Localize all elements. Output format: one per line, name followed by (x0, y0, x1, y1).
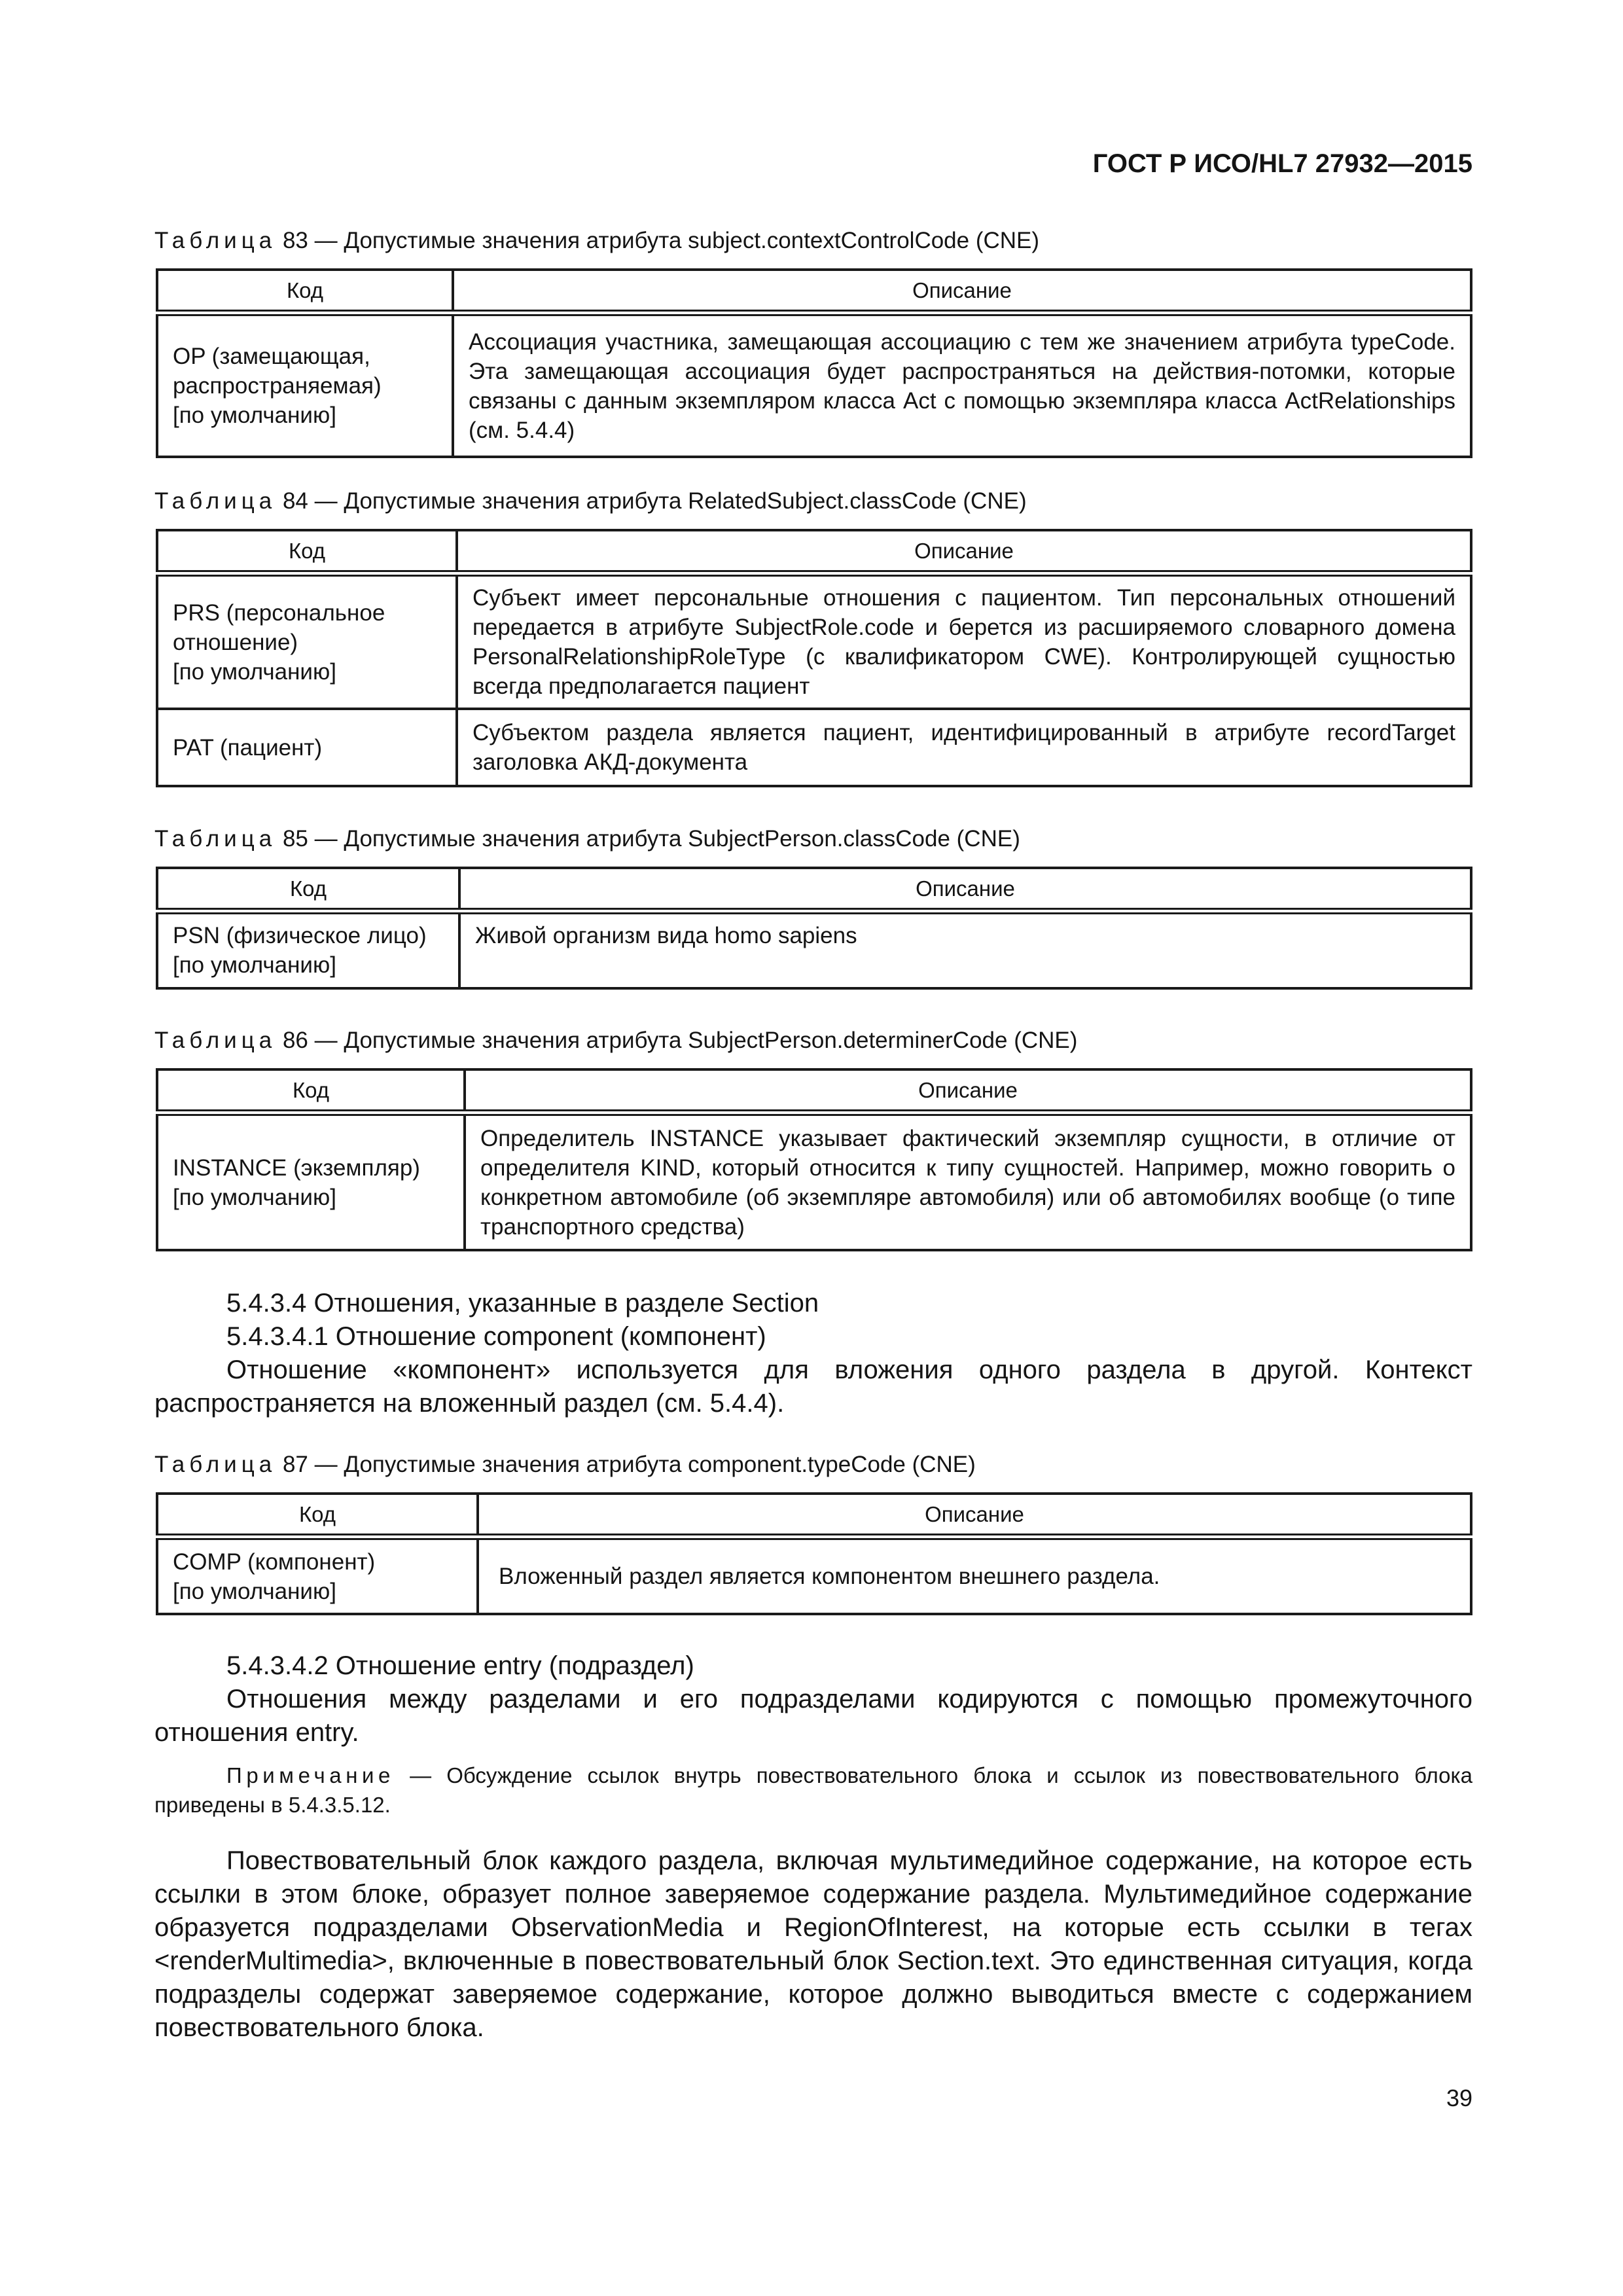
table-row (157, 573, 1471, 709)
code-cell: PRS (персональное отношение) [по умолчанию] (157, 573, 457, 709)
section-heading-5-4-3-4: 5.4.3.4 Отношения, указанные в разделе Section (226, 1289, 819, 1318)
table-caption-84: Таблица 84 — Допустимые значения атрибута RelatedSubject.classCode (CNE) (154, 488, 1027, 514)
column-header-description: Описание (459, 868, 1471, 911)
description-cell: Определитель INSTANCE указывает фактический экземпляр сущности, в отличие от определителя KIND, который относится к типу сущностей. Например, можно говорить о конкретном автомобиле (об экземпляре автомобиля) или об автомобилях вообще (о типе транспортного средства) (465, 1113, 1471, 1250)
table-85 (156, 867, 1472, 990)
table-row (157, 313, 1471, 457)
table-87 (156, 1492, 1472, 1615)
description-cell: Вложенный раздел является компонентом внешнего раздела. (478, 1537, 1471, 1614)
table-caption-87: Таблица 87 — Допустимые значения атрибута component.typeCode (CNE) (154, 1452, 976, 1477)
table-caption-title: — Допустимые значения атрибута subject.contextControlCode (CNE) (314, 228, 1040, 253)
section-heading-5-4-3-4-1: 5.4.3.4.1 Отношение component (компонент) (226, 1322, 766, 1351)
section-heading-5-4-3-4-2: 5.4.3.4.2 Отношение entry (подраздел) (226, 1651, 694, 1680)
paragraph-entry: Отношения между разделами и его подразделами кодируются с помощью промежуточного отношения entry. (154, 1685, 1472, 1747)
column-header-code: Код (157, 1069, 465, 1113)
table-83 (156, 268, 1472, 458)
table-86 (156, 1068, 1472, 1251)
table-row (157, 1113, 1471, 1250)
column-header-description: Описание (465, 1069, 1471, 1113)
column-header-description: Описание (453, 270, 1471, 313)
note-label: Примечание (226, 1763, 395, 1787)
column-header-code: Код (157, 868, 459, 911)
description-cell: Субъектом раздела является пациент, идентифицированный в атрибуте recordTarget заголовка АКД-документа (457, 709, 1471, 786)
column-header-description: Описание (478, 1494, 1471, 1537)
column-header-code: Код (157, 1494, 478, 1537)
table-caption-86: Таблица 86 — Допустимые значения атрибута SubjectPerson.determinerCode (CNE) (154, 1028, 1078, 1053)
note (154, 1761, 1472, 1820)
code-cell: PAT (пациент) (157, 709, 457, 786)
code-cell: COMP (компонент) [по умолчанию] (157, 1537, 478, 1614)
description-cell: Ассоциация участника, замещающая ассоциацию с тем же значением атрибута typeCode. Эта замещающая ассоциация будет распространяться на действия-потомки, которые связаны с данным экземпляром класса Act с помощью экземпляра класса ActRelationships (см. 5.4.4) (453, 313, 1471, 457)
document-standard-header: ГОСТ Р ИСО/HL7 27932—2015 (1092, 149, 1472, 178)
description-cell: Субъект имеет персональные отношения с пациентом. Тип персональных отношений передается в атрибуте SubjectRole.code и берется из расширяемого словарного домена PersonalRelationshipRoleType (с квалификатором CWE). Контролирующей сущностью всегда предполагается пациент (457, 573, 1471, 709)
table-caption-85: Таблица 85 — Допустимые значения атрибута SubjectPerson.classCode (CNE) (154, 826, 1020, 852)
page-number: 39 (1446, 2085, 1472, 2111)
table-caption-83 (154, 228, 1039, 254)
column-header-code: Код (157, 270, 453, 313)
code-cell: PSN (физическое лицо) [по умолчанию] (157, 911, 459, 988)
table-row (157, 709, 1471, 786)
description-cell: Живой организм вида homo sapiens (459, 911, 1471, 988)
paragraph-narrative: Повествовательный блок каждого раздела, включая мультимедийное содержание, на которое есть ссылки в этом блоке, образует полное заверяемое содержание раздела. Мультимедийное содержание образуется подразделами ObservationMedia и RegionOfInterest, на которые есть ссылки в тегах <renderMultimedia>, включенные в повествовательный блок Section.text. Это единственная ситуация, когда подразделы содержат заверяемое содержание, которое должно выводиться вместе с содержанием повествовательного блока. (154, 1846, 1472, 2042)
table-row (157, 911, 1471, 988)
code-cell: OP (замещающая, распространяемая) [по умолчанию] (157, 313, 453, 457)
table-caption-label: Таблица (154, 228, 277, 253)
table-row (157, 1537, 1471, 1614)
code-cell: INSTANCE (экземпляр) [по умолчанию] (157, 1113, 465, 1250)
column-header-code: Код (157, 530, 457, 573)
paragraph-component: Отношение «компонент» используется для вложения одного раздела в другой. Контекст распространяется на вложенный раздел (см. 5.4.4). (154, 1355, 1472, 1418)
note-text: — Обсуждение ссылок внутрь повествовательного блока и ссылок из повествовательного блока приведены в 5.4.3.5.12. (154, 1763, 1472, 1817)
table-caption-number: 83 (282, 228, 308, 253)
column-header-description: Описание (457, 530, 1471, 573)
table-84 (156, 529, 1472, 787)
